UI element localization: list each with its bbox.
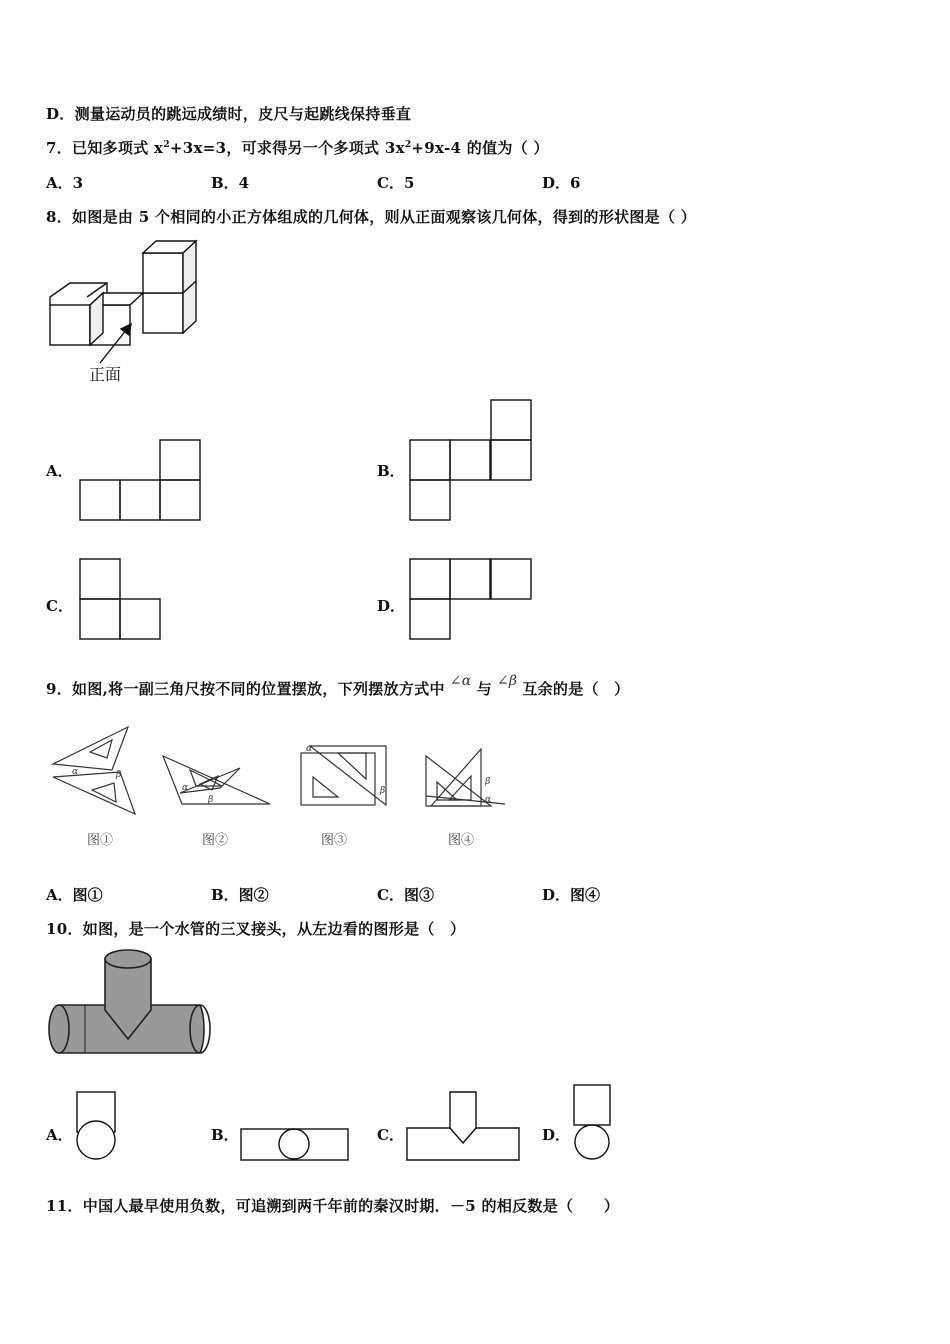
q9-figure-1 — [50, 722, 140, 822]
q9-figure-4 — [423, 746, 509, 810]
q7-option-b[interactable]: B．4 — [211, 174, 250, 192]
q7-exponent: 2 — [404, 140, 412, 150]
q8-stem: 8．如图是由 5 个相同的小正方体组成的几何体，则从正面观察该几何体，得到的形状图是（ ） — [46, 208, 697, 226]
q9-option-c[interactable]: C．图③ — [377, 886, 434, 904]
q10-option-c-label[interactable]: C． — [377, 1126, 404, 1144]
angle-beta-label: ∠β — [496, 673, 518, 689]
q9-option-a[interactable]: A．图① — [46, 886, 103, 904]
angle-alpha-label: ∠α — [449, 673, 472, 689]
q9-caption-4: 图④ — [448, 833, 475, 848]
q10-option-a-figure — [75, 1090, 119, 1162]
q11-stem: 11．中国人最早使用负数，可追溯到两千年前的秦汉时期．－5 的相反数是（ ） — [46, 1197, 620, 1215]
front-label: 正面 — [89, 365, 122, 384]
fig1-beta: β — [116, 770, 122, 780]
q10-option-c-figure — [406, 1091, 522, 1163]
q9-stem-part: 9．如图,将一副三角尺按不同的位置摆放，下列摆放方式中 — [46, 680, 445, 698]
q7-stem — [46, 137, 549, 158]
q10-option-a-label[interactable]: A． — [46, 1126, 73, 1144]
q8-option-b-label[interactable]: B． — [377, 462, 405, 480]
q9-caption-3: 图③ — [321, 833, 348, 848]
q7-exponent: 2 — [163, 140, 170, 150]
q10-pipe-figure — [45, 945, 215, 1057]
q9-figure-3 — [298, 743, 394, 809]
q9-caption-1: 图① — [87, 833, 114, 848]
q9-option-d[interactable]: D．图④ — [542, 886, 601, 904]
q10-option-b-figure — [240, 1127, 350, 1163]
q10-option-d-label[interactable]: D． — [542, 1126, 571, 1144]
q7-stem-part: +9x-4 的值为（ ） — [411, 139, 549, 157]
fig4-beta: β — [485, 777, 491, 787]
q7-option-c[interactable]: C．5 — [377, 174, 415, 192]
q10-stem: 10．如图，是一个水管的三叉接头，从左边看的图形是（ ） — [46, 920, 466, 938]
q9-figure-2 — [160, 748, 276, 810]
q7-stem-part: 7．已知多项式 x — [46, 139, 164, 157]
q8-option-c-figure — [79, 558, 163, 640]
q8-option-a-figure — [79, 440, 203, 522]
fig1-alpha: α — [72, 767, 79, 777]
q7-option-d[interactable]: D．6 — [542, 174, 581, 192]
q8-option-b-figure — [409, 399, 533, 521]
q10-option-b-label[interactable]: B． — [211, 1126, 239, 1144]
q9-caption-2: 图② — [202, 833, 229, 848]
q8-option-a-label[interactable]: A． — [46, 462, 73, 480]
q8-option-c-label[interactable]: C． — [46, 597, 73, 615]
q8-option-d-label[interactable]: D． — [377, 597, 406, 615]
q9-stem — [46, 673, 630, 699]
q7-option-a[interactable]: A．3 — [46, 174, 84, 192]
q10-option-d-figure — [572, 1083, 614, 1163]
q8-option-d-figure — [409, 558, 533, 640]
q9-stem-part: 互余的是（ ） — [522, 680, 630, 698]
q7-stem-part: +3x=3，可求得另一个多项式 3x — [169, 139, 405, 157]
fig3-beta: β — [380, 786, 386, 796]
fig3-alpha: α — [306, 744, 313, 754]
fig2-alpha: α — [182, 783, 189, 793]
q6-option-d: D．测量运动员的跳远成绩时，皮尺与起跳线保持垂直 — [46, 105, 412, 123]
q9-option-b[interactable]: B．图② — [211, 886, 269, 904]
q9-stem-part: 与 — [476, 680, 492, 698]
fig2-beta: β — [208, 795, 214, 805]
fig4-alpha: α — [485, 795, 492, 805]
q8-cube-figure — [45, 225, 205, 355]
